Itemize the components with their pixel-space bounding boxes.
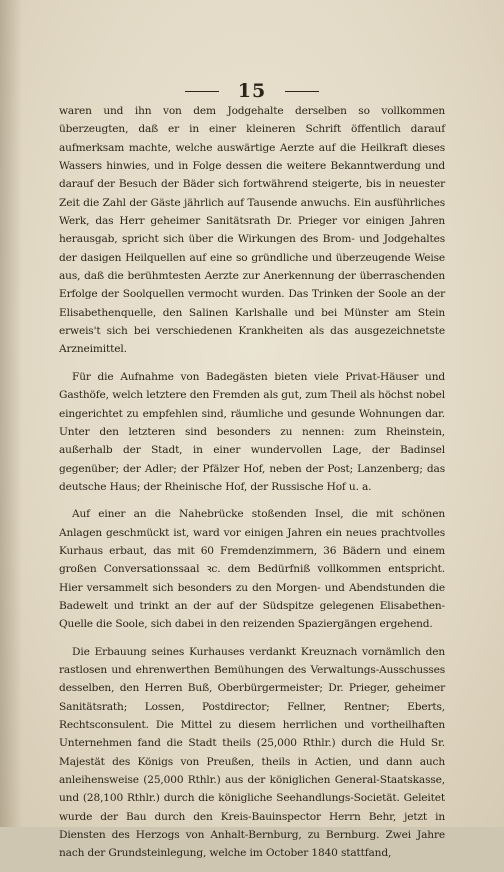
page-number: 15 [237, 80, 267, 102]
spine-shadow [0, 0, 22, 827]
paragraph-4: Die Erbauung seines Kurhauses verdankt Kreuznach vornämlich den rastlosen und ehrenwerthen Bemühungen des Verwaltungs-Ausschusses desselben, den Herren Buß, Oberbürgermeister; Dr. Prieger, geheimer Sanitätsrath; Lossen, Postdirector; Fellner, Rentner; Eberts, Rechtsconsulent. Die Mittel zu diesem herrlichen und vortheilhaften Unternehmen fand die Stadt theils (25,000 Rthlr.) durch die Huld Sr. Majestät des Königs von Preußen, theils in Actien, und dann auch anleihensweise (25,000 Rthlr.) aus der königlichen General-Staatskasse, und (28,100 Rthlr.) durch die königliche Seehandlungs-Societät. Geleitet wurde der Bau durch den Kreis-Bauinspector Herrn Behr, jetzt in Diensten des Herzogs von Anhalt-Bernburg, zu Bernburg. Zwei Jahre nach der Grundsteinlegung, welche im October 1840 stattfand, [59, 645, 445, 860]
page-header [0, 80, 504, 102]
body-text [59, 102, 445, 872]
paragraph-1: waren und ihn von dem Jodgehalte derselben so vollkommen überzeugten, daß er in einer kleineren Schrift öffentlich darauf aufmerksam machte, welche auswärtige Aerzte auf die Heilkraft dieses Wassers hinwies, und in Folge dessen die weitere Bekanntwerdung und darauf der Besuch der Bäder sich fortwährend steigerte, bis in neuester Zeit die Zahl der Gäste jährlich auf Tausende anwuchs. Ein ausführliches Werk, das Herr geheimer Sanitätsrath Dr. Prieger vor einigen Jahren herausgab, spricht sich über die Wirkungen des Brom- und Jodgehaltes der dasigen Heilquellen auf eine so gründliche und überzeugende Weise aus, daß die berühmtesten Aerzte zur Anerkennung der überraschenden Erfolge der Soolquellen vermocht wurden. Das Trinken der Soole an der Elisabethenquelle, den Salinen Karlshalle und bei Münster am Stein erweis't sich bei verschiedenen Krankheiten als das ausgezeichnetste Arzneimittel. [59, 105, 445, 356]
header-rule-right [285, 91, 319, 92]
header-rule-left [185, 91, 219, 92]
paragraph-2: Für die Aufnahme von Badegästen bieten viele Privat-Häuser und Gasthöfe, welch letztere den Fremden als gut, zum Theil als höchst nobel eingerichtet zu empfehlen sind, räumliche und gesunde Wohnungen dar. Unter den letzteren sind besonders zu nennen: zum Rheinstein, außerhalb der Stadt, in einer wundervollen Lage, der Badinsel gegenüber; der Adler; der Pfälzer Hof, neben der Post; Lanzenberg; das deutsche Haus; der Rheinische Hof, der Russische Hof u. a. [59, 370, 445, 493]
paragraph-3: Auf einer an die Nahebrücke stoßenden Insel, die mit schönen Anlagen geschmückt ist, ward vor einigen Jahren ein neues prachtvolles Kurhaus erbaut, das mit 60 Fremdenzimmern, 36 Bädern und einem großen Conversationssaal ꝛc. dem Bedürfniß vollkommen entspricht. Hier versammelt sich besonders zu den Morgen- und Abendstunden die Badewelt und trinkt an der auf der Südspitze gelegenen Elisabethen-Quelle die Soole, sich dabei in den reizenden Spaziergängen ergehend. [59, 508, 445, 631]
